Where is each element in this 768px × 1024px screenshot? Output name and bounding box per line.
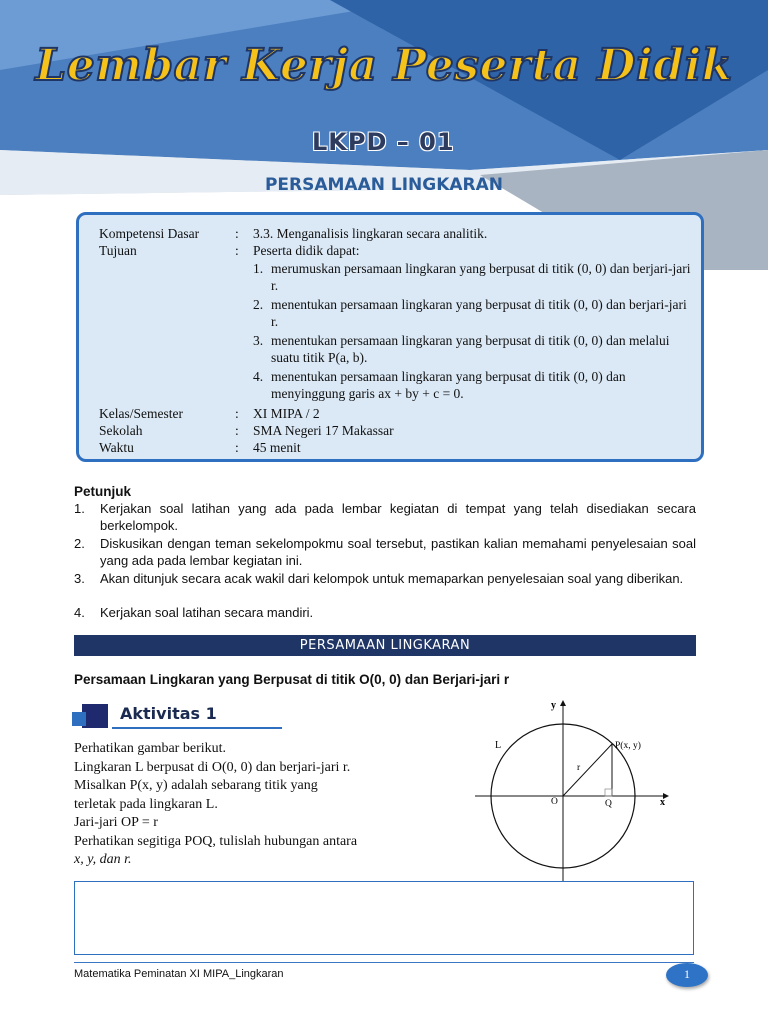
answer-box[interactable] bbox=[74, 881, 694, 955]
radius-line bbox=[563, 744, 612, 796]
instruction-number: 4. bbox=[74, 605, 85, 620]
info-label: Sekolah bbox=[99, 423, 143, 438]
instruction-number: 2. bbox=[74, 536, 85, 551]
goal-number: 2. bbox=[253, 297, 264, 312]
origin-label: O bbox=[551, 797, 558, 807]
instruction-number: 1. bbox=[74, 501, 85, 516]
activity-line: terletak pada lingkaran L. bbox=[74, 796, 218, 812]
info-colon: : bbox=[235, 226, 239, 241]
activity-line: Perhatikan segitiga POQ, tulislah hubungan antara bbox=[74, 833, 358, 849]
instruction-number: 3. bbox=[74, 571, 85, 586]
activity-line: Lingkaran L berpusat di O(0, 0) dan berjari-jari r. bbox=[74, 759, 351, 775]
right-angle-mark bbox=[605, 789, 612, 796]
section-bar: PERSAMAAN LINGKARAN bbox=[74, 635, 696, 656]
info-colon: : bbox=[235, 406, 239, 421]
goal-number: 4. bbox=[253, 369, 264, 384]
activity-line: x, y, dan r. bbox=[74, 852, 132, 867]
info-value: SMA Negeri 17 Makassar bbox=[253, 423, 394, 438]
goal-text: merumuskan persamaan lingkaran yang berpusat di titik (0, 0) dan berjari-jari r. bbox=[271, 261, 691, 293]
radius-label: r bbox=[577, 763, 581, 773]
page-number: 1 bbox=[666, 963, 708, 987]
circle-label: L bbox=[495, 740, 502, 751]
info-colon: : bbox=[235, 440, 239, 455]
activity-title: Aktivitas 1 bbox=[120, 704, 217, 723]
info-value: XI MIPA / 2 bbox=[253, 406, 320, 421]
foot-label: Q bbox=[605, 799, 612, 809]
x-axis-label: x bbox=[660, 797, 665, 808]
section-title: Persamaan Lingkaran yang Berpusat di titik O(0, 0) dan Berjari-jari r bbox=[74, 672, 510, 687]
instruction-text: Kerjakan soal latihan secara mandiri. bbox=[100, 605, 314, 620]
worksheet-subtitle: PERSAMAAN LINGKARAN bbox=[264, 175, 504, 195]
instruction-text: Akan ditunjuk secara acak wakil dari kelompok untuk memaparkan penyelesaian soal yang diberikan. bbox=[100, 571, 684, 586]
info-label: Kelas/Semester bbox=[99, 406, 183, 421]
instructions-title: Petunjuk bbox=[74, 484, 132, 499]
instruction-text: Diskusikan dengan teman sekelompokmu soal tersebut, pastikan kalian memahami penyelesaian soal yang ada pada lembar kegiatan ini. bbox=[100, 536, 696, 568]
info-colon: : bbox=[235, 423, 239, 438]
worksheet-code: LKPD – 01 bbox=[312, 128, 455, 156]
activity-underline bbox=[112, 727, 282, 729]
circle-diagram bbox=[465, 696, 675, 886]
activity-line: Perhatikan gambar berikut. bbox=[74, 741, 227, 756]
info-box bbox=[76, 212, 704, 462]
activity-line: Misalkan P(x, y) adalah sebarang titik yang bbox=[74, 778, 318, 793]
info-colon: : bbox=[235, 243, 239, 258]
goal-number: 3. bbox=[253, 333, 264, 348]
activity-line: Jari-jari OP = r bbox=[74, 815, 158, 830]
footer-divider bbox=[74, 962, 694, 963]
worksheet-title: Lembar Kerja Peserta Didik bbox=[35, 40, 733, 91]
goal-number: 1. bbox=[253, 261, 264, 276]
activity-square-icon-small bbox=[72, 712, 86, 726]
info-label: Kompetensi Dasar bbox=[99, 226, 200, 241]
info-label: Waktu bbox=[99, 440, 134, 455]
footer-text: Matematika Peminatan XI MIPA_Lingkaran bbox=[74, 968, 284, 980]
y-axis-label: y bbox=[551, 700, 556, 711]
goal-text: menentukan persamaan lingkaran yang berpusat di titik (0, 0) dan berjari-jari r. bbox=[271, 297, 687, 329]
info-value: 3.3. Menganalisis lingkaran secara analitik. bbox=[253, 226, 488, 241]
activity-description bbox=[74, 740, 414, 870]
goal-text: menentukan persamaan lingkaran yang berpusat di titik (0, 0) dan melalui suatu titik P(a, b). bbox=[271, 333, 670, 365]
goal-text: menentukan persamaan lingkaran yang berpusat di titik (0, 0) dan menyinggung garis ax + by + c = 0. bbox=[271, 369, 626, 401]
info-value: Peserta didik dapat: bbox=[253, 243, 360, 258]
point-label: P(x, y) bbox=[615, 741, 641, 751]
y-axis-arrow-icon bbox=[560, 700, 566, 706]
instruction-text: Kerjakan soal latihan yang ada pada lembar kegiatan di tempat yang telah disediakan secara berkelompok. bbox=[100, 501, 696, 533]
info-value: 45 menit bbox=[253, 440, 301, 455]
info-label: Tujuan bbox=[99, 243, 137, 258]
